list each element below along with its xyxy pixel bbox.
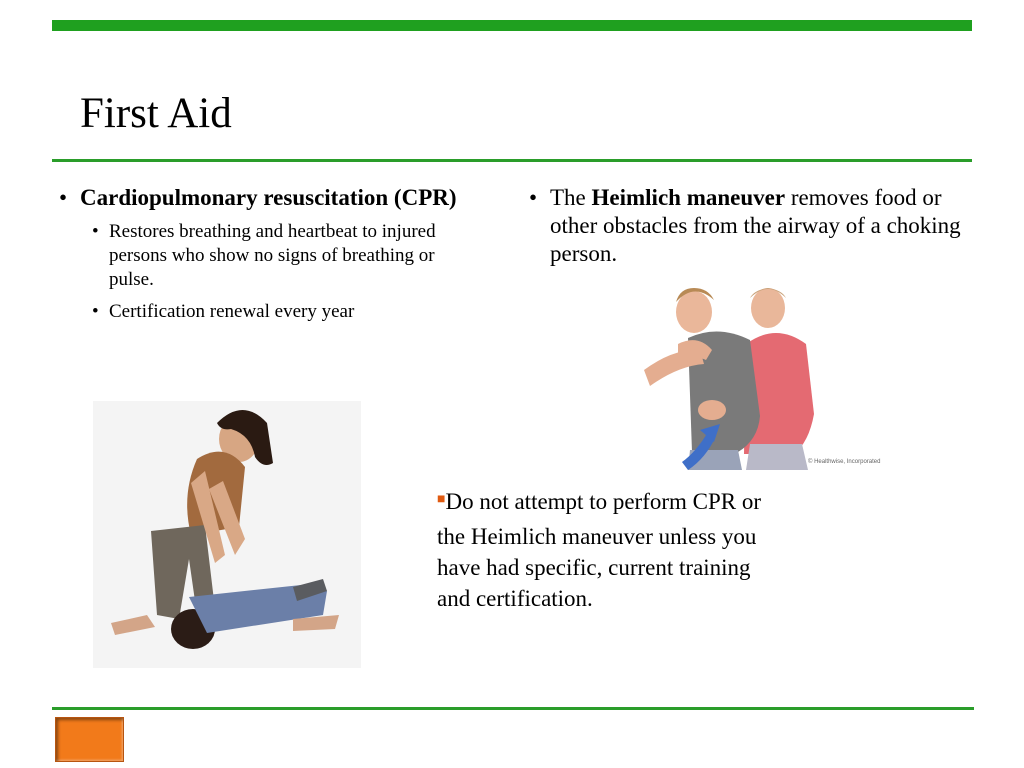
bottom-divider xyxy=(52,707,974,710)
heimlich-illustration xyxy=(638,284,876,470)
heimlich-suffix: removes food or other obstacles from the airway of a choking person. xyxy=(550,185,961,266)
image-credit: © Healthwise, Incorporated xyxy=(808,459,881,465)
cpr-heading: Cardiopulmonary resuscitation (CPR) xyxy=(80,185,457,210)
cpr-sub-bullet-1: • Restores breathing and heartbeat to injured persons who show no signs of breathing or pulse. xyxy=(90,220,482,292)
top-accent-bar xyxy=(52,20,972,31)
slide-title: First Aid xyxy=(80,90,232,137)
heimlich-emphasis: Heimlich maneuver xyxy=(591,185,786,210)
left-bullet-list xyxy=(52,184,482,324)
safety-note-text: Do not attempt to perform CPR or the Heimlich maneuver unless you have had specific, current training and certification. xyxy=(437,489,762,611)
heimlich-bullet xyxy=(522,184,962,268)
right-bullet-list xyxy=(522,184,962,268)
square-bullet-icon: ■ xyxy=(437,492,446,507)
title-divider xyxy=(52,159,972,162)
cpr-photo xyxy=(93,401,361,668)
heimlich-prefix: The xyxy=(550,185,592,210)
cpr-bullet xyxy=(52,184,482,324)
cpr-sub-list xyxy=(90,220,482,324)
right-column xyxy=(522,184,962,268)
orange-square-button-icon[interactable] xyxy=(55,717,124,762)
cpr-sub-bullet-2: • Certification renewal every year xyxy=(90,300,482,324)
safety-note xyxy=(437,486,767,614)
left-column xyxy=(52,184,482,324)
